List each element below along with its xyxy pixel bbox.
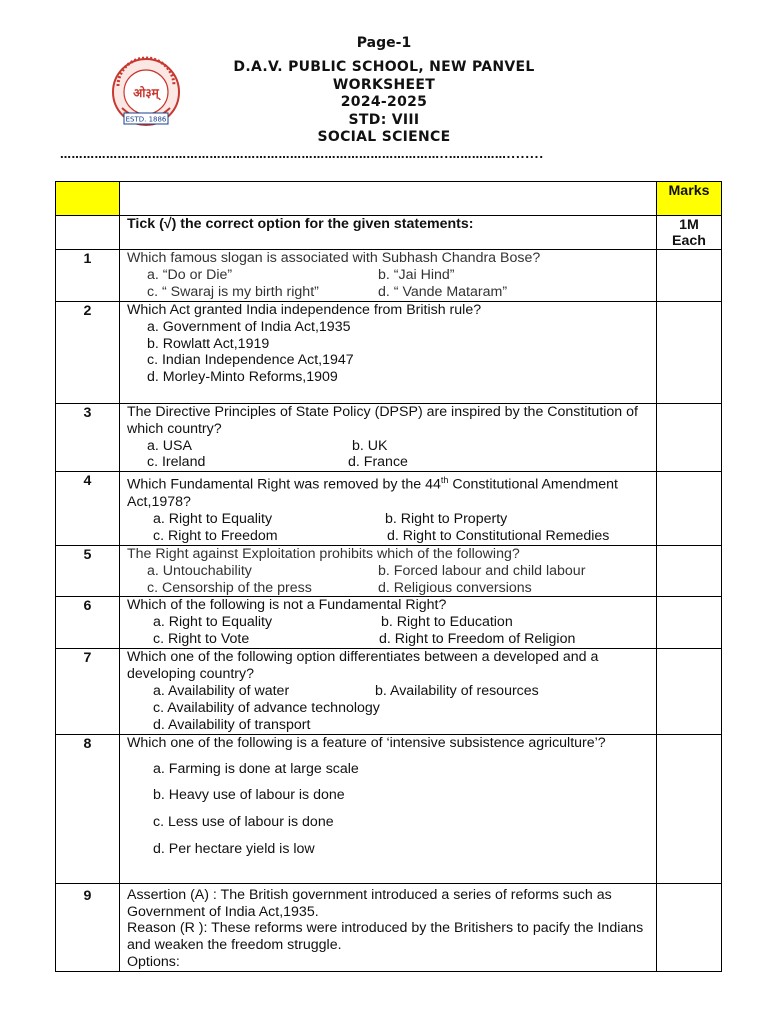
question-cell <box>120 545 657 597</box>
table-row <box>56 649 722 735</box>
option-d[interactable]: d. Availability of transport <box>153 716 311 733</box>
question-cell <box>120 649 657 735</box>
option-b[interactable]: b. Right to Education <box>381 614 513 631</box>
option-a[interactable]: a. Farming is done at large scale <box>153 760 359 777</box>
question-text: Which one of the following option differentiates between a developed and a developing country? <box>127 649 599 683</box>
option-c[interactable]: c. Right to Vote <box>153 631 250 648</box>
table-row <box>56 250 722 302</box>
subject: SOCIAL SCIENCE <box>317 129 451 145</box>
instruction-row <box>56 216 722 250</box>
option-c[interactable]: c. Ireland <box>147 454 206 471</box>
option-c[interactable]: c. Censorship of the press <box>147 579 312 596</box>
option-b[interactable]: b. Rowlatt Act,1919 <box>147 335 270 352</box>
question-number: 9 <box>56 883 120 972</box>
option-a[interactable]: a. USA <box>147 437 192 454</box>
question-cell <box>120 597 657 649</box>
option-d[interactable]: d. France <box>348 454 408 471</box>
question-number: 6 <box>56 597 120 649</box>
question-number: 7 <box>56 649 120 735</box>
question-text: The Directive Principles of State Policy (DPSP) are inspired by the Constitution of which country? <box>127 403 638 437</box>
question-number: 4 <box>56 472 120 545</box>
question-number: 3 <box>56 403 120 472</box>
option-b[interactable]: b. Forced labour and child labour <box>378 562 586 579</box>
header-num-cell <box>56 182 120 216</box>
option-c[interactable]: c. Indian Independence Act,1947 <box>147 352 354 369</box>
table-row <box>56 403 722 472</box>
worksheet-header <box>0 59 768 147</box>
question-cell <box>120 403 657 472</box>
marks-note: 1M Each <box>657 216 722 250</box>
option-a[interactable]: a. Untouchability <box>147 562 252 579</box>
table-row <box>56 301 722 403</box>
table-row <box>56 734 722 883</box>
question-number: 2 <box>56 301 120 403</box>
option-d[interactable]: d. Morley-Minto Reforms,1909 <box>147 369 338 386</box>
question-text: Which one of the following is a feature of ‘intensive subsistence agriculture’? <box>127 734 606 751</box>
table-row <box>56 597 722 649</box>
option-d[interactable]: d. Per hectare yield is low <box>153 841 315 858</box>
question-cell <box>120 250 657 302</box>
reason-text: Reason (R ): These reforms were introduced by the Britishers to pacify the Indians and weaken the freedom struggle. <box>127 920 644 954</box>
option-c[interactable]: c. Right to Freedom <box>153 527 278 544</box>
marks-cell <box>657 250 722 302</box>
option-a[interactable]: a. Right to Equality <box>153 614 273 631</box>
option-d[interactable]: d. “ Vande Mataram” <box>378 283 508 300</box>
table-row <box>56 545 722 597</box>
question-number: 8 <box>56 734 120 883</box>
question-cell <box>120 883 657 972</box>
question-cell <box>120 472 657 545</box>
marks-header: Marks <box>657 182 722 216</box>
marks-cell <box>657 649 722 735</box>
question-text: Which Fundamental Right was removed by the 44th Constitutional Amendment Act,1978? <box>127 475 618 510</box>
option-b[interactable]: b. “Jai Hind” <box>378 266 455 283</box>
instruction-text: Tick (√) the correct option for the given statements: <box>120 216 657 250</box>
option-a[interactable]: a. Right to Equality <box>153 510 273 527</box>
question-number: 1 <box>56 250 120 302</box>
table-header-row <box>56 182 722 216</box>
option-b[interactable]: b. Availability of resources <box>375 682 539 699</box>
marks-cell <box>657 545 722 597</box>
option-c[interactable]: c. Availability of advance technology <box>153 699 380 716</box>
options-label: Options: <box>127 954 180 971</box>
academic-year: 2024-2025 <box>340 94 428 110</box>
table-row <box>56 883 722 972</box>
option-c[interactable]: c. Less use of labour is done <box>153 814 334 831</box>
marks-cell <box>657 301 722 403</box>
option-d[interactable]: d. Right to Constitutional Remedies <box>387 527 610 544</box>
question-text: The Right against Exploitation prohibits which of the following? <box>127 545 520 562</box>
question-cell <box>120 734 657 883</box>
option-c[interactable]: c. “ Swaraj is my birth right” <box>147 283 319 300</box>
question-text: Which Act granted India independence from British rule? <box>127 301 482 318</box>
question-cell <box>120 301 657 403</box>
marks-cell <box>657 597 722 649</box>
option-b[interactable]: b. Right to Property <box>385 510 508 527</box>
option-a[interactable]: a. Government of India Act,1935 <box>147 318 351 335</box>
question-number: 5 <box>56 545 120 597</box>
option-b[interactable]: b. Heavy use of labour is done <box>153 787 345 804</box>
question-text: Which of the following is not a Fundamental Right? <box>127 597 447 614</box>
logo-estd: ESTD. 1886 <box>125 115 167 124</box>
marks-cell <box>657 403 722 472</box>
page-label: Page-1 <box>356 35 412 51</box>
marks-cell <box>657 734 722 883</box>
worksheet-table <box>55 181 722 972</box>
option-a[interactable]: a. “Do or Die” <box>147 266 233 283</box>
school-name: D.A.V. PUBLIC SCHOOL, NEW PANVEL <box>233 59 535 75</box>
standard: STD: VIII <box>348 111 420 128</box>
logo-center-text: ओ३म् <box>133 86 159 100</box>
question-text: Which famous slogan is associated with Subhash Chandra Bose? <box>127 250 541 266</box>
marks-cell <box>657 883 722 972</box>
option-b[interactable]: b. UK <box>352 437 388 454</box>
doc-type: WORKSHEET <box>332 76 436 93</box>
separator-dots: ………………………………………………………………………………………..……………........ <box>60 148 544 161</box>
header-question-cell <box>120 182 657 216</box>
assertion-text: Assertion (A) : The British government introduced a series of reforms such as Government of India Act,1935. <box>127 886 612 920</box>
option-d[interactable]: d. Right to Freedom of Religion <box>379 631 576 648</box>
table-row <box>56 472 722 545</box>
marks-cell <box>657 472 722 545</box>
option-d[interactable]: d. Religious conversions <box>378 579 532 596</box>
option-a[interactable]: a. Availability of water <box>153 682 290 699</box>
